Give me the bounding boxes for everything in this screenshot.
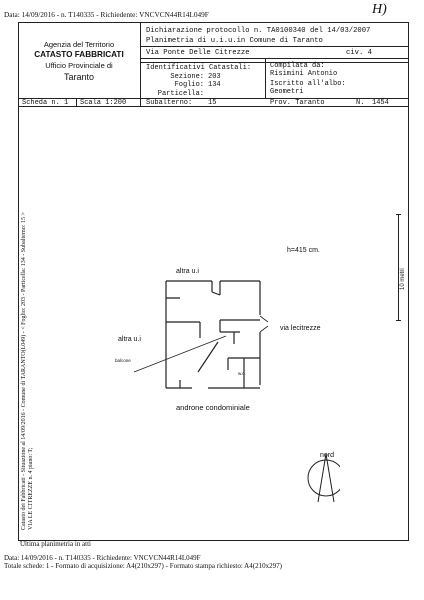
top-request-line: Data: 14/09/2016 - n. T140335 - Richiedente: VNCVCN44R14L049F (4, 10, 209, 19)
header-line-1 (140, 46, 408, 47)
door-top (212, 281, 220, 295)
iscritto-label: Iscritto all'albo: (270, 80, 346, 89)
subalterno-label: Subalterno: (146, 99, 193, 107)
compilata-name: Risimini Antonio (270, 69, 338, 78)
door-right (260, 316, 268, 332)
outer-walls (166, 281, 260, 388)
identificativi-block (146, 64, 251, 72)
compilata-title: Compilata da: (270, 62, 325, 70)
height-label: h=415 cm. (287, 247, 320, 254)
protocol-date-label: del (309, 27, 323, 35)
balcony-label: balcone (115, 358, 131, 363)
albo-value: Geometri (270, 87, 304, 96)
altra-ui-left: altra u.i (118, 336, 141, 343)
catasto-title: CATASTO FABBRICATI (34, 50, 124, 59)
ultima-planimetria: Ultima planimetria in atti (20, 540, 91, 548)
province: Prov. Taranto (270, 99, 325, 107)
ufficio-label: Ufficio Provinciale di (45, 61, 113, 70)
n-value: 1454 (372, 99, 389, 107)
foglio-value: 203 (208, 73, 221, 81)
scale-bar-label: 10 metri (400, 268, 406, 290)
agency-block (20, 40, 138, 82)
protocol-label: Dichiarazione protocollo n. (146, 27, 263, 35)
frame-left (18, 22, 19, 540)
subalterno-value: 15 (208, 99, 217, 107)
floor-plan (100, 240, 340, 510)
footer-totals-line: Totale schede: 1 - Formato di acquisizione: A4(210x297) - Formato stampa richiesto: A4(210x297) (4, 562, 282, 570)
n-label: N. (356, 99, 365, 107)
protocol-line (146, 27, 370, 35)
scale-bar-bottom (396, 320, 401, 321)
address: Via Ponte Delle Citrezze (146, 49, 250, 57)
stair-hint (180, 342, 218, 388)
header-line-2 (140, 58, 408, 59)
identificativi-values (208, 73, 221, 90)
frame-right (408, 22, 409, 540)
protocol-date: 14/03/2007 (327, 27, 371, 35)
identificativi-title: Identificativi Catastali: (146, 64, 252, 72)
ufficio-city: Taranto (63, 72, 95, 82)
scale-bar (398, 214, 399, 320)
particella-label: Particella: (157, 89, 204, 98)
scheda-number: Scheda n. 1 (22, 99, 69, 107)
planimetria-line: Planimetria di u.i.u.in Comune di Taranto (146, 37, 323, 45)
sezione-label: Sezione: (170, 73, 204, 81)
north-label: nord (320, 452, 335, 459)
inner-walls-2 (220, 320, 260, 344)
foglio-label: Foglio: (174, 81, 204, 90)
street-label: via lecitrezze (280, 325, 321, 332)
scala-divider (140, 98, 141, 106)
inner-walls-1 (166, 298, 200, 338)
header-divider-v2 (265, 58, 266, 98)
altra-ui-top: altra u.i (176, 268, 199, 275)
protocol-number: TA0100340 (266, 27, 306, 35)
frame-top (18, 22, 409, 23)
androne-label: androne condominiale (176, 403, 250, 412)
wc-label: w.c. (238, 371, 246, 376)
corner-mark: H) (372, 2, 387, 17)
particella-value: 134 (208, 81, 221, 90)
scale-bar-top (396, 214, 401, 215)
scale: Scala 1:200 (80, 99, 127, 107)
leader-line (134, 336, 226, 372)
agency-name: Agenzia del Territorio (43, 40, 115, 49)
left-vertical-address: VIA LE CITREZZE n. 4 piano: T; (28, 447, 34, 530)
civic-number: civ. 4 (346, 49, 372, 57)
scheda-divider (76, 98, 77, 106)
identificativi-labels (150, 73, 204, 98)
footer-request-line: Data: 14/09/2016 - n. T140335 - Richiedente: VNCVCN44R14L049F (4, 554, 201, 562)
left-vertical-situazione: Catasto dei Fabbricati - Situazione al 14/09/2016 - Comune di TARANTO(L049) - < Foglio: 203 - Particella: 134 - Subalterno: 15 > (21, 212, 27, 530)
header-divider-v (140, 22, 141, 106)
compilata-block (270, 63, 346, 96)
